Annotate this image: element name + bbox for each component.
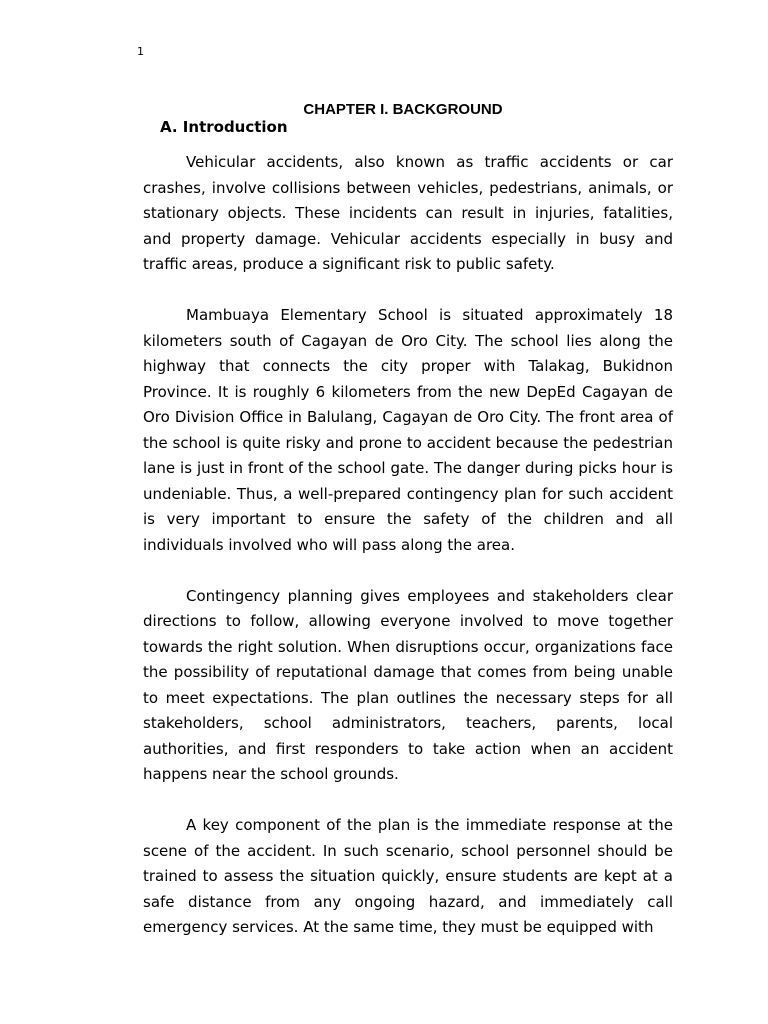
paragraph-1: Vehicular accidents, also known as traffic accidents or car crashes, involve collisions between vehicles, pedestrians, animals, or stationary objects. These incidents can result in injuries, fatalities, and property damage. Vehicular accidents especially in busy and traffic areas, produce a significant risk to public safety. xyxy=(143,153,673,273)
chapter-title: CHAPTER I. BACKGROUND xyxy=(303,101,503,118)
body-text xyxy=(143,150,673,966)
paragraph-3: Contingency planning gives employees and stakeholders clear directions to follow, allowing everyone involved to move together towards the right solution. When disruptions occur, organizations face the possibility of reputational damage that comes from being unable to meet expectations. The plan outlines the necessary steps for all stakeholders, school administrators, teachers, parents, local authorities, and first responders to take action when an accident happens near the school grounds. xyxy=(143,586,673,783)
section-heading: A. Introduction xyxy=(160,118,288,136)
paragraph-2: Mambuaya Elementary School is situated approximately 18 kilometers south of Cagayan de Oro City. The school lies along the highway that connects the city proper with Talakag, Bukidnon Province. It is roughly 6 kilometers from the new DepEd Cagayan de Oro Division Office in Balulang, Cagayan de Oro City. The front area of the school is quite risky and prone to accident because the pedestrian lane is just in front of the school gate. The danger during picks hour is undeniable. Thus, a well-prepared contingency plan for such accident is very important to ensure the safety of the children and all individuals involved who will pass along the area. xyxy=(143,306,673,554)
page-number: 1 xyxy=(137,45,144,58)
paragraph-4: A key component of the plan is the immediate response at the scene of the accident. In such scenario, school personnel should be trained to assess the situation quickly, ensure students are kept at a safe distance from any ongoing hazard, and immediately call emergency services. At the same time, they must be equipped with xyxy=(143,816,673,936)
